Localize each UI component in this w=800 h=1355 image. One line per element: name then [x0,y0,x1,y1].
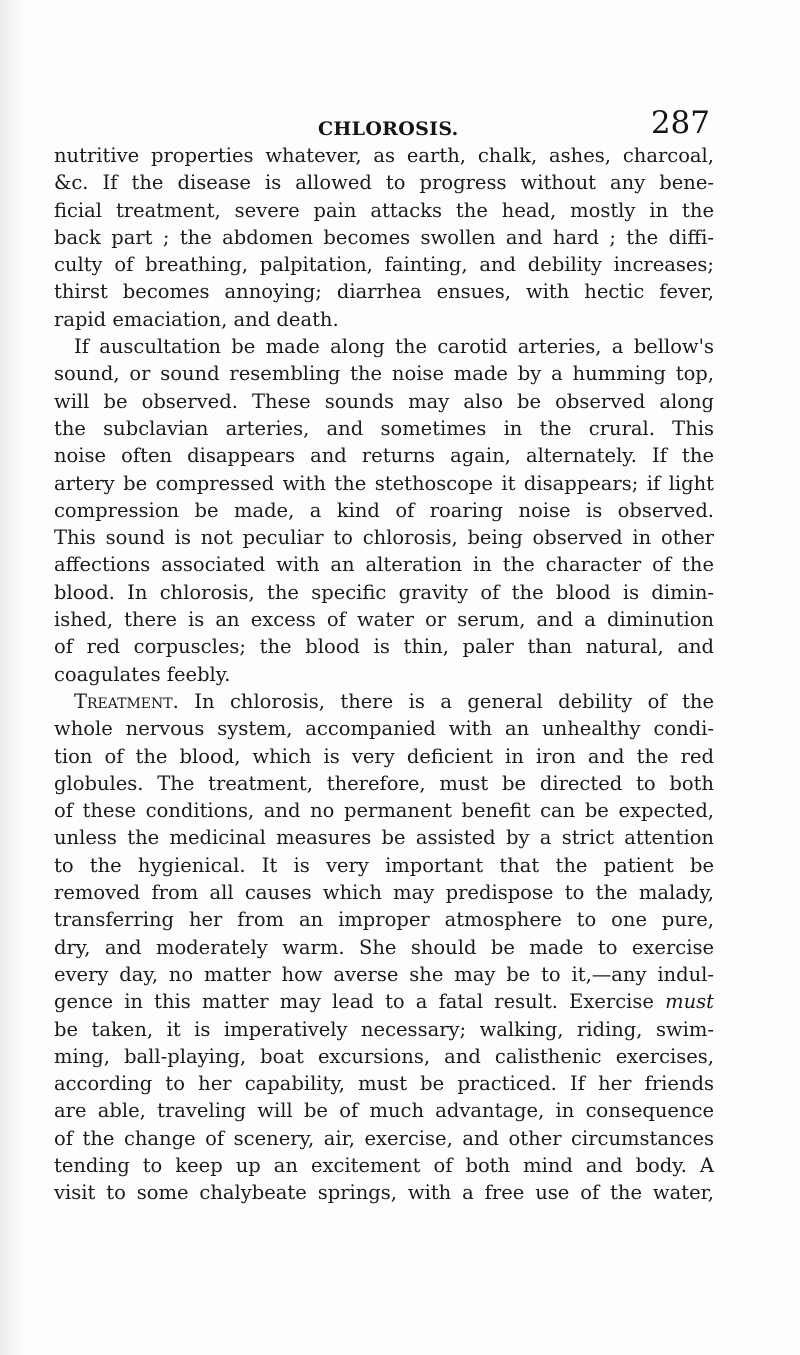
text-line: dry, and moderately warm. She should be made to exercise [54,935,714,959]
text-line: back part ; the abdomen becomes swollen and hard ; the diffi- [54,225,714,249]
text-line: ming, ball-playing, boat excursions, and calisthenic exercises, [54,1044,714,1068]
text-line-with-italic [54,988,714,1015]
page-number: 287 [650,105,710,141]
text-line: will be observed. These sounds may also be observed along [54,389,714,413]
text-line: according to her capability, must be practiced. If her friends [54,1072,714,1096]
running-title: CHLOROSIS. [318,118,459,140]
text-line: removed from all causes which may predispose to the malady, [54,881,714,905]
paragraph-start-line: If auscultation be made along the carotid arteries, a bellow's [74,335,714,359]
text-line: of red corpuscles; the blood is thin, paler than natural, and [54,635,714,659]
text-line: artery be compressed with the stethoscope it disappears; if light [54,471,714,495]
page-header [54,106,710,146]
text-line: culty of breathing, palpitation, fainting, and debility increases; [54,253,714,277]
text-line: tending to keep up an excitement of both mind and body. A [54,1153,714,1177]
text-line: compression be made, a kind of roaring noise is observed. [54,498,714,522]
text-line: globules. The treatment, therefore, must be directed to both [54,771,714,795]
text-line: unless the medicinal measures be assisted by a strict attention [54,826,714,850]
treatment-paragraph-line [54,688,714,715]
line-text: gence in this matter may lead to a fatal result. Exercise [54,990,654,1014]
treatment-line-text: In chlorosis, there is a general debility of the [194,689,714,713]
text-line: blood. In chlorosis, the specific gravity of the blood is dimin- [54,580,714,604]
text-line: whole nervous system, accompanied with an unhealthy condi- [54,717,714,741]
text-line: rapid emaciation, and death. [54,307,339,331]
text-line: nutritive properties whatever, as earth, chalk, ashes, charcoal, [54,144,714,167]
text-line: coagulates feebly. [54,662,231,686]
italic-must: must [665,990,714,1014]
text-line: the subclavian arteries, and sometimes in the crural. This [54,416,714,440]
text-line: &c. If the disease is allowed to progress without any bene- [54,171,714,195]
text-line: every day, no matter how averse she may be to it,—any indul- [54,962,714,986]
page-gutter-shadow [0,0,26,1355]
body-text [54,142,714,1207]
text-line: be taken, it is imperatively necessary; walking, riding, swim- [54,1017,714,1041]
treatment-heading: Treatment. [74,689,179,713]
text-line: to the hygienical. It is very important that the patient be [54,853,714,877]
text-line: are able, traveling will be of much advantage, in consequence [54,1099,714,1123]
text-line: of the change of scenery, air, exercise, and other circumstances [54,1126,714,1150]
text-line: ished, there is an excess of water or serum, and a diminution [54,608,714,632]
text-line: noise often disappears and returns again, alternately. If the [54,444,714,468]
text-line: of these conditions, and no permanent benefit can be expected, [54,799,714,823]
text-line: visit to some chalybeate springs, with a free use of the water, [54,1181,714,1205]
text-line: affections associated with an alteration in the character of the [54,553,714,577]
text-line: thirst becomes annoying; diarrhea ensues, with hectic fever, [54,280,714,304]
text-line: sound, or sound resembling the noise made by a humming top, [54,362,714,386]
text-line: This sound is not peculiar to chlorosis, being observed in other [54,526,714,550]
text-line: transferring her from an improper atmosphere to one pure, [54,908,714,932]
text-line: tion of the blood, which is very deficient in iron and the red [54,744,714,768]
text-line: ficial treatment, severe pain attacks the head, mostly in the [54,198,714,222]
